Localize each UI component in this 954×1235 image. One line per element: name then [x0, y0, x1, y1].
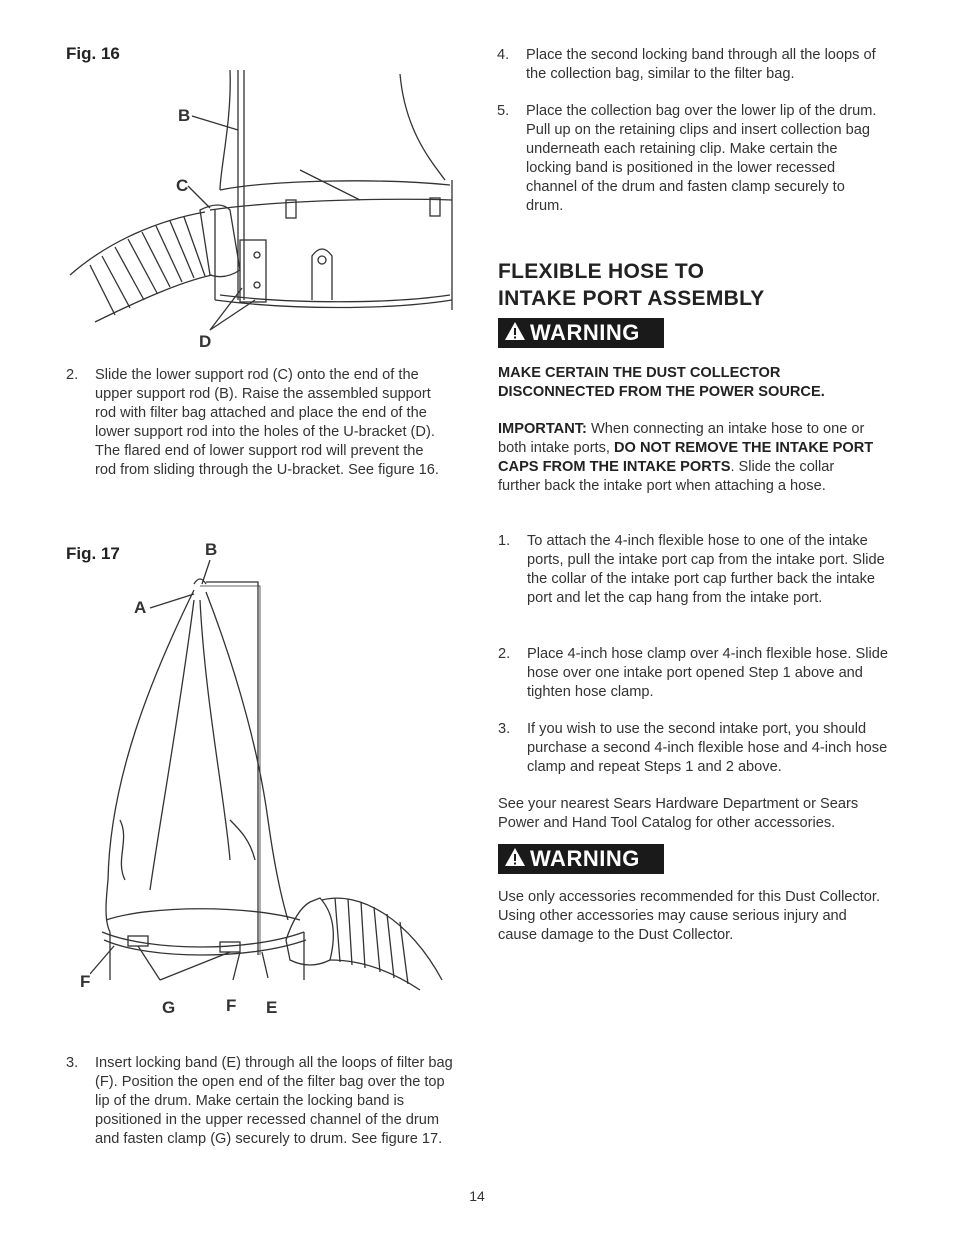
fig16-drawing: [60, 60, 460, 360]
warning-1-text: MAKE CERTAIN THE DUST COLLECTOR DISCONNECTED FROM THE POWER SOURCE.: [498, 365, 825, 400]
hose-step-2-text: Place 4-inch hose clamp over 4-inch flexible hose. Slide hose over one intake port opened Step 1 above and tighten hose clamp.: [527, 646, 888, 700]
important-text-2: . Slide the collar further back the intake port when attaching a hose.: [498, 459, 835, 494]
hose-step-3-text: If you wish to use the second intake port, you should purchase a second 4-inch flexible hose and 4-inch hose clamp and repeat Steps 1 and 2 above.: [527, 721, 888, 775]
hose-step-2-number: 2.: [498, 646, 511, 662]
hose-step-3-number: 3.: [498, 721, 511, 737]
fig17-illustration: [90, 560, 460, 1000]
fig16-callout-b: B: [178, 106, 191, 125]
warning-banner-1-label: WARNING: [530, 320, 640, 345]
left-step-3-text: Insert locking band (E) through all the loops of filter bag (F). Position the open end of the filter bag over the top lip of the drum. Make certain the locking band is positioned in the upper recessed channel of the drum and fasten clamp (G) securely to drum. See figure 17.: [95, 1055, 453, 1147]
right-step-4-number: 4.: [497, 47, 510, 63]
important-label: IMPORTANT:: [498, 421, 587, 437]
warning-triangle-icon: [504, 319, 526, 349]
section-heading-line-2: INTAKE PORT ASSEMBLY: [498, 287, 765, 310]
fig17-callout-f2: F: [226, 996, 237, 1015]
fig16-callout-d: D: [199, 332, 212, 351]
sears-note: See your nearest Sears Hardware Department or Sears Power and Hand Tool Catalog for other accessories.: [498, 796, 859, 831]
left-step-2-text: Slide the lower support rod (C) onto the end of the upper support rod (B). Raise the assembled support rod with filter bag attached and place the end of the lower support rod into the holes of the U-bracket (D). The flared end of lower support rod will prevent the rod from sliding through the U-bracket. See figure 16.: [95, 367, 439, 478]
fig16-label: Fig. 16: [66, 44, 120, 63]
fig17-callout-e: E: [266, 998, 278, 1017]
hose-step-1-number: 1.: [498, 533, 511, 549]
hose-step-1-text: To attach the 4-inch flexible hose to one of the intake ports, pull the intake port cap from the intake port. Slide the collar of the intake port cap further back the intake port and let the cap hang from the intake port.: [527, 533, 885, 606]
important-note: [498, 420, 878, 496]
fig17-callout-f1: F: [80, 972, 91, 991]
warning-banner-2-label: WARNING: [530, 846, 640, 871]
fig17-callout-b: B: [205, 540, 218, 559]
page-number: 14: [469, 1188, 485, 1204]
right-step-4-text: Place the second locking band through all the loops of the collection bag, similar to the filter bag.: [526, 47, 876, 82]
right-step-5-text: Place the collection bag over the lower lip of the drum. Pull up on the retaining clips and insert collection bag underneath each retaining clip. Make certain the locking band is positioned in the lower recessed channel of the drum and fasten clamp securely to drum.: [526, 103, 877, 214]
warning-banner-2: [498, 844, 664, 874]
section-heading-line-1: FLEXIBLE HOSE TO: [498, 260, 705, 283]
fig16-illustration: [60, 60, 460, 360]
warning-triangle-icon: [504, 845, 526, 875]
important-text-1: When connecting an intake hose to one or both intake ports,: [498, 421, 865, 456]
left-step-3-number: 3.: [66, 1055, 79, 1071]
fig17-label: Fig. 17: [66, 544, 120, 563]
section-heading: [498, 258, 918, 312]
important-bold-text: DO NOT REMOVE THE INTAKE PORT CAPS FROM THE INTAKE PORTS: [498, 440, 874, 475]
warning-2-text: Use only accessories recommended for this Dust Collector. Using other accessories may cause serious injury and cause damage to the Dust Collector.: [498, 889, 881, 943]
right-step-5-number: 5.: [497, 103, 510, 119]
warning-banner-1: [498, 318, 664, 348]
left-step-2-number: 2.: [66, 367, 79, 383]
fig17-drawing: [90, 560, 460, 1000]
fig17-callout-a: A: [134, 598, 147, 617]
fig17-callout-g: G: [162, 998, 176, 1017]
fig16-callout-c: C: [176, 176, 189, 195]
